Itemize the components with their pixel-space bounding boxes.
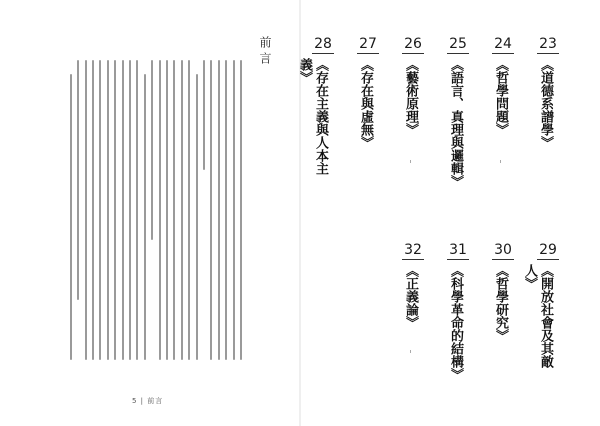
toc-entry-leader <box>500 160 501 162</box>
toc-entry-rule <box>447 53 469 54</box>
toc-entry[interactable] <box>490 242 520 380</box>
toc-entry-title: 《存在與虛無》 <box>358 58 373 149</box>
preface-body <box>64 60 242 360</box>
toc-entry-rule <box>492 53 514 54</box>
toc-entry[interactable] <box>400 242 430 380</box>
preface-text-line <box>122 60 124 360</box>
preface-text-line <box>136 60 138 360</box>
toc-entry-rule <box>537 53 559 54</box>
toc-entry-title: 《語言、真理與邏輯》 <box>448 58 463 188</box>
preface-text-line <box>99 60 101 360</box>
preface-title: 前言 <box>258 36 272 68</box>
preface-text-line <box>77 60 79 300</box>
toc-entry-rule <box>537 259 559 260</box>
preface-text-line <box>70 74 72 360</box>
toc-entry[interactable] <box>445 242 475 380</box>
toc-entry-title: 《哲學問題》 <box>493 58 508 136</box>
preface-text-line <box>129 60 131 360</box>
preface-text-line <box>210 60 212 360</box>
toc-entry-number: 29 <box>539 242 557 258</box>
toc-entry-number: 28 <box>314 36 332 52</box>
toc-entry-number: 32 <box>404 242 422 258</box>
toc-entry-number: 31 <box>449 242 467 258</box>
toc-entry[interactable] <box>445 36 475 190</box>
toc-entry-title: 《科學革命的結構》 <box>448 264 463 381</box>
preface-page <box>0 0 299 426</box>
toc-entry-title: 《正義論》 <box>403 264 418 329</box>
preface-text-line <box>188 60 190 360</box>
toc-entry[interactable] <box>535 36 565 190</box>
toc-entry-number: 23 <box>539 36 557 52</box>
toc-entry-number: 30 <box>494 242 512 258</box>
preface-text-line <box>144 74 146 360</box>
preface-text-line <box>218 60 220 360</box>
toc-entry-rule <box>402 53 424 54</box>
preface-text-line <box>85 60 87 360</box>
preface-text-line <box>181 60 183 360</box>
toc-entry-leader <box>410 160 411 162</box>
preface-text-line <box>114 60 116 360</box>
toc-entry-number: 27 <box>359 36 377 52</box>
preface-text-line <box>92 60 94 360</box>
preface-text-line <box>107 60 109 360</box>
toc-entry-title: 《存在主義與人本主義》 <box>297 58 328 175</box>
toc-entry[interactable] <box>490 36 520 190</box>
toc-entry-rule <box>357 53 379 54</box>
page-folio: 5 | 前言 <box>132 397 164 405</box>
toc-entry-title: 《哲學研究》 <box>493 264 508 342</box>
toc-entry-number: 26 <box>404 36 422 52</box>
preface-text-line <box>166 60 168 360</box>
toc-entry[interactable] <box>400 36 430 190</box>
toc-entry-leader <box>410 350 411 352</box>
toc-entry-rule <box>312 53 334 54</box>
toc-entry-number: 25 <box>449 36 467 52</box>
toc-entry[interactable] <box>297 36 340 190</box>
preface-text-line <box>159 60 161 360</box>
preface-text-line <box>173 60 175 360</box>
preface-text-line <box>225 60 227 360</box>
toc-entry-title: 《開放社會及其敵人》 <box>522 264 553 368</box>
toc-entry-title: 《藝術原理》 <box>403 58 418 136</box>
preface-text-line <box>196 74 198 360</box>
toc-entry-number: 24 <box>494 36 512 52</box>
preface-text-line <box>240 60 242 360</box>
toc-entry-rule <box>402 259 424 260</box>
toc-entry-title: 《道德系譜學》 <box>538 58 553 149</box>
preface-text-line <box>203 60 205 170</box>
toc-entry-rule <box>492 259 514 260</box>
toc-entry[interactable] <box>355 36 385 190</box>
toc-entry[interactable] <box>522 242 565 380</box>
preface-text-line <box>151 60 153 240</box>
preface-text-line <box>233 60 235 360</box>
toc-page <box>297 0 600 426</box>
toc-entry-rule <box>447 259 469 260</box>
